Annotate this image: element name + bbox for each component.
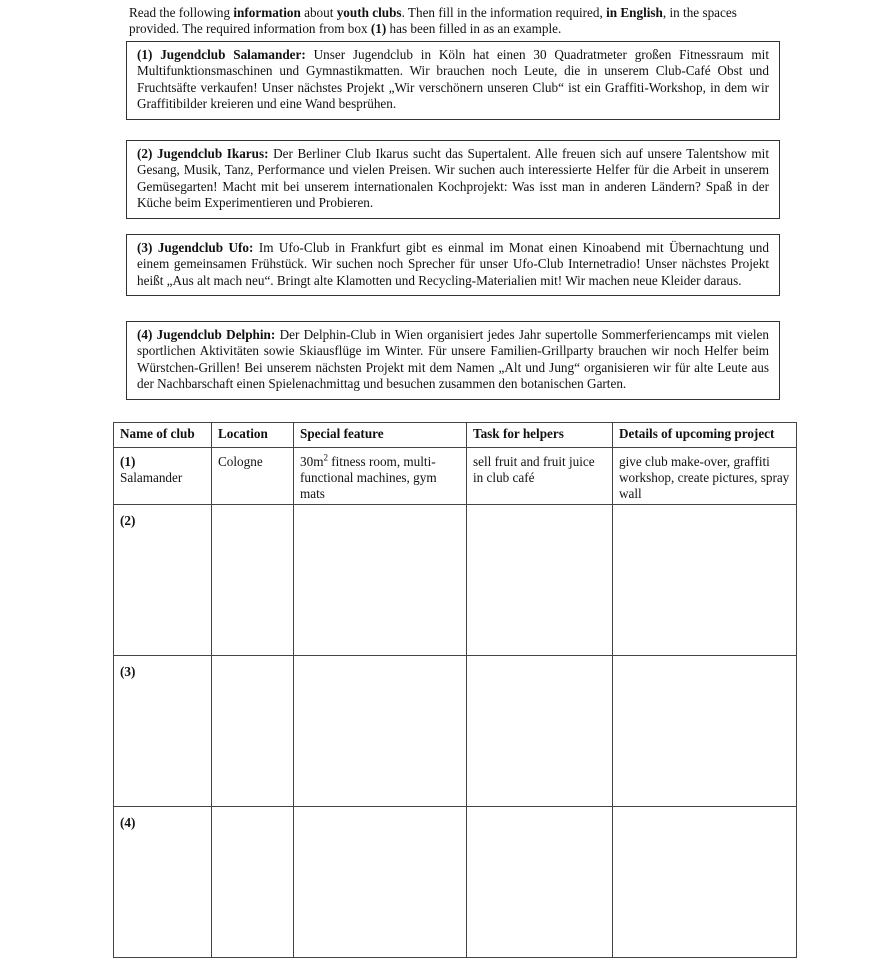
box-heading: (2) Jugendclub Ikarus:: [137, 146, 269, 161]
answer-cell-project[interactable]: [613, 807, 797, 958]
answer-cell-project[interactable]: [613, 656, 797, 807]
answer-cell-feature[interactable]: [294, 807, 467, 958]
answer-cell-task[interactable]: [467, 505, 613, 656]
box-text: Der Berliner Club Ikarus sucht das Supertalent. Alle freuen sich auf unsere Talentshow mit Gesang, Musik, Tanz, Performance und vielen Preisen. Wir suchen auch interessierte Helfer für die Arbeit in unserem Gemüsegarten! Macht mit bei unserem internationalen Kochprojekt: Was isst man in anderen Ländern? Spaß in der Küche beim Experimentieren und Probieren.: [137, 146, 769, 211]
cell-special-feature: [294, 448, 467, 505]
instructions-text: Read the following: [129, 5, 234, 20]
instructions-emphasis: (1): [370, 21, 387, 36]
instructions-text: about: [300, 5, 337, 20]
header-special-feature: Special feature: [294, 423, 467, 448]
feature-text: 30m: [300, 454, 324, 469]
table-row: [114, 807, 797, 958]
feature-text: fitness room, multi-functional machines, gym mats: [300, 454, 437, 501]
instructions-text: . Then fill in the information required,: [401, 5, 607, 20]
info-box-ufo: [126, 234, 780, 296]
instructions: [129, 5, 769, 37]
row-number: (4): [120, 815, 136, 830]
row-number: (2): [120, 513, 136, 528]
instructions-emphasis: in English: [606, 5, 663, 20]
cell-club-name: [114, 807, 212, 958]
cell-club-name: [114, 505, 212, 656]
answer-cell-feature[interactable]: [294, 656, 467, 807]
row-number: (1): [120, 454, 136, 469]
info-box-ikarus: [126, 140, 780, 219]
header-name-of-club: Name of club: [114, 423, 212, 448]
info-box-delphin: [126, 321, 780, 400]
header-upcoming-project: Details of upcoming project: [613, 423, 797, 448]
instructions-emphasis: youth clubs: [336, 5, 402, 20]
instructions-text: , in the spaces provided. The required information from box: [129, 5, 737, 36]
instructions-emphasis: information: [233, 5, 301, 20]
table-row: [114, 656, 797, 807]
answer-cell-location[interactable]: [212, 656, 294, 807]
box-heading: (1) Jugendclub Salamander:: [137, 47, 306, 62]
cell-club-name: [114, 448, 212, 505]
instructions-text: has been filled in as an example.: [386, 21, 562, 36]
answer-cell-task[interactable]: [467, 656, 613, 807]
info-box-salamander: [126, 41, 780, 120]
row-number: (3): [120, 664, 136, 679]
cell-task: sell fruit and fruit juice in club café: [467, 448, 613, 505]
box-text: Der Delphin-Club in Wien organisiert jedes Jahr supertolle Sommerferiencamps mit vielen sportlichen Aktivitäten sowie Skiausflüge im Winter. Für unsere Familien-Grillparty brauchen wir noch Helfer beim Würstchen-Grillen! Bei unserem nächsten Projekt mit dem Namen „Alt und Jung“ organisieren wir für alte Leute aus der Nachbarschaft einen Spielenachmittag und besuchen zusammen den botanischen Garten.: [137, 327, 769, 392]
answer-cell-location[interactable]: [212, 505, 294, 656]
box-text: Im Ufo-Club in Frankfurt gibt es einmal im Monat einen Kinoabend mit Übernachtung und einem gemeinsamen Frühstück. Wir suchen noch Sprecher für unser Ufo-Club Internetradio! Unser nächstes Projekt heißt „Aus alt mach neu“. Bringt alte Klamotten und Recycling-Materialien mit! Wir machen neue Kleider daraus.: [137, 240, 769, 288]
answer-cell-task[interactable]: [467, 807, 613, 958]
header-task-for-helpers: Task for helpers: [467, 423, 613, 448]
club-name: Salamander: [120, 470, 183, 485]
cell-club-name: [114, 656, 212, 807]
table-header-row: [114, 423, 797, 448]
box-text: Unser Jugendclub in Köln hat einen 30 Quadratmeter großen Fitnessraum mit Multifunktionsmaschinen und Gymnastikmatten. Wir brauchen noch Leute, die in unserem Club-Café Obst und Fruchtsäfte verkaufen! Unser nächstes Projekt „Wir verschönern unseren Club“ ist ein Graffiti-Workshop, in dem wir Graffitibilder kreieren und eine Wand besprühen.: [137, 47, 770, 112]
cell-project: give club make-over, graffiti workshop, create pictures, spray wall: [613, 448, 797, 505]
table-row: [114, 505, 797, 656]
cell-location: Cologne: [212, 448, 294, 505]
answer-table: [113, 422, 797, 958]
answer-cell-project[interactable]: [613, 505, 797, 656]
answer-cell-location[interactable]: [212, 807, 294, 958]
box-heading: (3) Jugendclub Ufo:: [137, 240, 254, 255]
table-row-example: [114, 448, 797, 505]
feature-superscript: 2: [323, 452, 328, 463]
box-heading: (4) Jugendclub Delphin:: [137, 327, 276, 342]
answer-cell-feature[interactable]: [294, 505, 467, 656]
header-location: Location: [212, 423, 294, 448]
